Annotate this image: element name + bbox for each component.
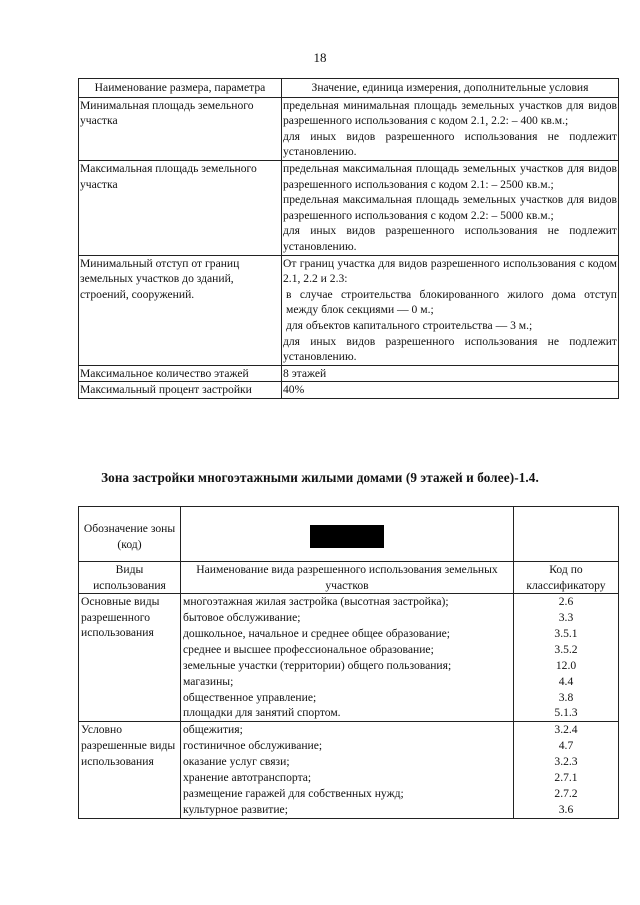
use-name: среднее и высшее профессиональное образование; [183,642,434,656]
table-row [79,594,619,722]
use-name: гостиничное обслуживание; [183,739,323,753]
param-value [282,255,619,365]
header-param-name: Наименование размера, параметра [79,79,282,98]
table-row [79,255,619,365]
use-name: многоэтажная жилая застройка (высотная застройка); [183,595,449,609]
table-header-row [79,562,619,594]
zone-code-row [79,507,619,562]
use-code: 3.6 [558,802,574,816]
use-name: бытовое обслуживание; [183,611,301,625]
header-code: Код по классификатору [514,562,619,594]
value-line: От границ участка для видов разрешенного использования с кодом 2.1, 2.2 и 2.3: [283,256,617,286]
use-name: дошкольное, начальное и среднее общее образование; [183,626,451,640]
zone-code-label: Обозначение зоны (код) [79,507,181,562]
table-row [79,722,619,818]
value-line: предельная максимальная площадь земельных участков для видов разрешенного использования с кодом 2.1: – 2500 кв.м.; [283,161,617,191]
value-line: для иных видов разрешенного использования не подлежит установлению. [283,129,617,159]
value-line: для иных видов разрешенного использования не подлежит установлению. [283,224,617,253]
param-value: 8 этажей [282,365,619,382]
use-codes-conditional [514,722,619,818]
value-line: для объектов капитального строительства — 3 м.; [286,318,533,332]
param-value: 40% [282,382,619,399]
value-line: предельная максимальная площадь земельных участков для видов разрешенного использования с кодом 2.2: – 5000 кв.м.; [283,193,617,222]
use-code: 2.7.1 [554,770,578,784]
parameters-table [78,78,619,399]
table-row [79,365,619,382]
use-name: размещение гаражей для собственных нужд; [183,786,404,800]
table-row [79,160,619,255]
param-name: Минимальная площадь земельного участка [79,97,282,160]
header-kinds: Виды использования [79,562,181,594]
use-code: 4.4 [558,674,574,688]
use-code: 5.1.3 [554,706,578,720]
header-use-name: Наименование вида разрешенного использования земельных участков [181,562,514,594]
zone-code-cell [181,507,514,562]
use-codes-main [514,594,619,722]
use-code: 3.3 [558,611,574,625]
permitted-uses-table [78,506,619,819]
use-name: хранение автотранспорта; [183,770,312,784]
param-value [282,97,619,160]
use-code: 4.7 [558,739,574,753]
param-name: Минимальный отступ от границ земельных участков до зданий, строений, сооружений. [79,255,282,365]
zone-title: Зона застройки многоэтажными жилыми домами (9 этажей и более)-1.4. [101,470,539,485]
use-code: 3.5.1 [554,626,578,640]
redacted-zone-code [310,525,384,548]
use-code: 3.5.2 [554,642,578,656]
group-label-conditional: Условно разрешенные виды использования [79,722,181,818]
use-name: магазины; [183,674,234,688]
use-code: 3.8 [558,690,574,704]
use-name: оказание услуг связи; [183,755,290,769]
header-param-value: Значение, единица измерения, дополнительные условия [282,79,619,98]
use-name: площадки для занятий спортом. [183,706,341,720]
param-name: Максимальная площадь земельного участка [79,160,282,255]
use-code: 12.0 [555,658,577,672]
use-name: культурное развитие; [183,802,288,816]
use-name: общежития; [183,723,243,737]
group-label-main: Основные виды разрешенного использования [79,594,181,722]
page-number: 18 [313,50,327,65]
use-name: земельные участки (территории) общего пользования; [183,658,452,672]
param-name: Максимальное количество этажей [79,365,282,382]
param-name: Максимальный процент застройки [79,382,282,399]
zone-code-empty [514,507,619,562]
use-names-main [181,594,514,722]
use-name: общественное управление; [183,690,317,704]
use-code: 3.2.4 [554,723,578,737]
table-header-row [79,79,619,98]
use-names-conditional [181,722,514,818]
use-code: 2.6 [558,595,574,609]
value-line: для иных видов разрешенного использования не подлежит установлению. [283,334,617,364]
param-value [282,160,619,255]
use-code: 2.7.2 [554,786,578,800]
value-line: предельная минимальная площадь земельных участков для видов разрешенного использования с кодом 2.1, 2.2: – 400 кв.м.; [283,98,617,128]
table-row [79,382,619,399]
table-row [79,97,619,160]
use-code: 3.2.3 [554,755,578,769]
value-line: в случае строительства блокированного жилого дома отступ между блок секциями — 0 м.; [286,287,617,317]
